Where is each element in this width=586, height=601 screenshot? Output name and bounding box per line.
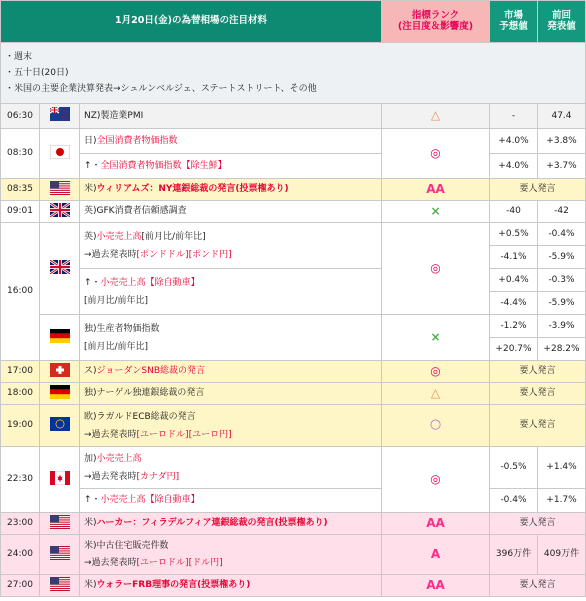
indicator-cell: ス)ジョーダンSNB総裁の発言 [80,361,382,383]
time-cell: 18:00 [1,383,40,405]
past-chart-link[interactable]: [ユーロドル] [136,557,189,568]
previous-cell: -5.9% [538,292,586,315]
rank-cell: × [382,315,490,361]
past-chart-link[interactable]: [ユーロドル] [136,429,189,440]
previous-cell: -42 [538,201,586,223]
table-row [1,383,586,405]
previous-cell: +3.8% [538,129,586,154]
forecast-cell: +4.0% [490,154,538,179]
note-earnings: ・米国の主要企業決算発表→シュルンベルジェ、ステートストリート、その他 [5,84,317,94]
ca-flag-icon [40,447,80,513]
speech-note-cell: 要人発言 [490,405,586,447]
forecast-cell: -4.4% [490,292,538,315]
nz-flag-icon [40,104,80,129]
time-cell: 16:00 [1,223,40,361]
previous-cell: -0.3% [538,269,586,292]
table-row [1,201,586,223]
rank-cell: × [382,201,490,223]
time-cell: 27:00 [1,575,40,597]
past-chart-link[interactable]: [カナダ円] [136,471,180,482]
rank-cell: △ [382,383,490,405]
indicator-cell: 独)生産者物価指数 [前月比/前年比] [80,315,382,361]
previous-cell: +1.4% [538,447,586,489]
speech-note-cell: 要人発言 [490,361,586,383]
indicator-cell: 米)ウォラーFRB理事の発言(投票権あり) [80,575,382,597]
speech-note-cell: 要人発言 [490,383,586,405]
notes-cell [1,43,586,104]
previous-cell: -5.9% [538,246,586,269]
time-cell: 17:00 [1,361,40,383]
past-chart-link[interactable]: [ポンドドル] [136,249,189,260]
ch-flag-icon [40,361,80,383]
forecast-header: 市場 予想値 [490,1,538,43]
indicator-cell: 日)全国消費者物価指数 [80,129,382,154]
de-flag-icon [40,315,80,361]
table-row [1,513,586,535]
speech-note-cell: 要人発言 [490,179,586,201]
table-row [1,315,586,338]
previous-header: 前回 発表値 [538,1,586,43]
forecast-cell: +0.4% [490,269,538,292]
time-cell: 06:30 [1,104,40,129]
jp-flag-icon [40,129,80,179]
past-chart-link[interactable]: [ドル円] [188,557,223,568]
uk-flag-icon [40,223,80,315]
us-flag-icon [40,535,80,575]
previous-cell: +1.7% [538,489,586,513]
table-row [1,179,586,201]
note-weekend: ・週末 [5,52,33,62]
time-cell: 19:00 [1,405,40,447]
time-cell: 24:00 [1,535,40,575]
previous-cell: +3.7% [538,154,586,179]
table-row [1,447,586,489]
rank-cell: ◎ [382,447,490,513]
previous-cell: -0.4% [538,223,586,246]
us-flag-icon [40,513,80,535]
note-gotobi: ・五十日(20日) [5,68,69,78]
forecast-cell: -0.5% [490,447,538,489]
time-cell: 23:00 [1,513,40,535]
table-row [1,361,586,383]
table-row [1,129,586,154]
forecast-cell: +4.0% [490,129,538,154]
rank-cell: ◎ [382,129,490,179]
forecast-cell: - [490,104,538,129]
uk-flag-icon [40,201,80,223]
table-row [1,104,586,129]
forecast-cell: 396万件 [490,535,538,575]
indicator-cell: 英)小売売上高[前月比/前年比] →過去発表時[ポンドドル][ポンド円] [80,223,382,269]
forecast-cell: -1.2% [490,315,538,338]
us-flag-icon [40,179,80,201]
table-row [1,489,586,513]
rank-cell: AA [382,575,490,597]
previous-cell: +28.2% [538,338,586,361]
rank-cell: ◎ [382,223,490,315]
rank-cell: △ [382,104,490,129]
previous-cell: 409万件 [538,535,586,575]
time-cell: 08:30 [1,129,40,179]
forecast-cell: -4.1% [490,246,538,269]
speech-note-cell: 要人発言 [490,513,586,535]
indicator-cell: ↑・小売売上高【除自動車】 [80,489,382,513]
table-row [1,154,586,179]
indicator-cell: 英)GFK消費者信頼感調査 [80,201,382,223]
past-chart-link[interactable]: [ポンド円] [188,249,232,260]
time-cell: 09:01 [1,201,40,223]
time-cell: 08:35 [1,179,40,201]
rank-cell: AA [382,513,490,535]
indicator-cell: 加)小売売上高 →過去発表時[カナダ円] [80,447,382,489]
us-flag-icon [40,575,80,597]
speech-note-cell: 要人発言 [490,575,586,597]
header-row [1,1,586,43]
rank-cell: AA [382,179,490,201]
eu-flag-icon [40,405,80,447]
de-flag-icon [40,383,80,405]
forecast-cell: +0.5% [490,223,538,246]
indicator-cell: 欧)ラガルドECB総裁の発言 →過去発表時[ユーロドル][ユーロ円] [80,405,382,447]
indicator-cell: 米)中古住宅販売件数 →過去発表時[ユーロドル][ドル円] [80,535,382,575]
forecast-cell: -0.4% [490,489,538,513]
indicator-cell: 独)ナーゲル独連銀総裁の発言 [80,383,382,405]
table-row [1,223,586,246]
table-row [1,269,586,292]
page-title: 1月20日(金)の為替相場の注目材料 [1,1,382,43]
time-cell: 22:30 [1,447,40,513]
forecast-cell: +20.7% [490,338,538,361]
table-row [1,535,586,575]
rank-cell: A [382,535,490,575]
table-row [1,405,586,447]
rank-header: 指標ランク (注目度＆影響度) [382,1,490,43]
indicator-cell: ↑・全国消費者物価指数【除生鮮】 [80,154,382,179]
indicator-cell: NZ)製造業PMI [80,104,382,129]
indicator-cell: 米)ハーカー：フィラデルフィア連銀総裁の発言(投票権あり) [80,513,382,535]
forecast-cell: -40 [490,201,538,223]
rank-cell: ○ [382,405,490,447]
notes-row [1,43,586,104]
table-row [1,575,586,597]
past-chart-link[interactable]: [ユーロ円] [188,429,232,440]
indicator-cell: 米)ウィリアムズ：NY連銀総裁の発言(投票権あり) [80,179,382,201]
previous-cell: 47.4 [538,104,586,129]
indicator-cell: ↑・小売売上高【除自動車】 [前月比/前年比] [80,269,382,315]
previous-cell: -3.9% [538,315,586,338]
rank-cell: ◎ [382,361,490,383]
